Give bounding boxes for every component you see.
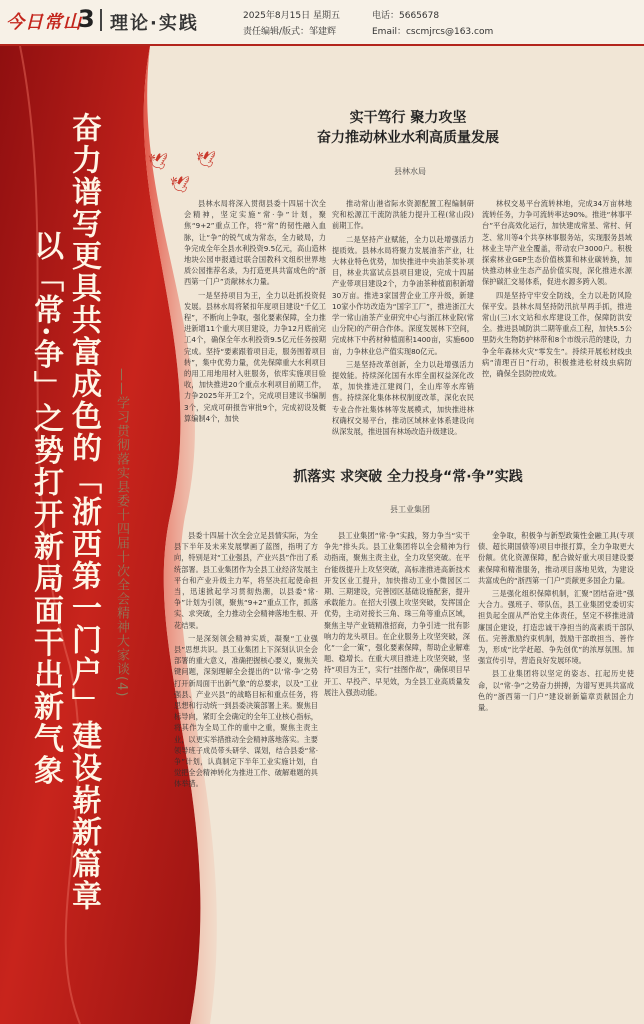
- paragraph: 县工业集团“常·争”实践，努力争当“实干争先”排头兵。县工业集团将以全会精神为行动指南，聚焦主责主业，全力攻坚突破。在平台能级提升上攻坚突破，高标准推进高新技术开发区业工提升，加快推动工业小微园区二期、三期建设，完善园区基础设施配套，提升承载能力。在招大引强上攻坚突破，发挥国企优势，主动对接长三角、珠三角等重点区域，聚焦主导产业链精准招商，力争引进一批有影响力的龙头项目。在企业服务上攻坚突破，深化“一企一策”，强化要素保障，帮助企业解难题、稳增长。在重大项目推进上攻坚突破，坚持“项目为王”，实行“挂图作战”，确保项目早开工、早投产、早见效，为全县工业高质量发展注入强劲动能。: [324, 531, 470, 697]
- article1-column-1: [184, 198, 326, 444]
- paragraph: 三是强化组织保障机制，汇聚“团结奋进”强大合力。强班子、带队伍，县工业集团党委切实担负起全面从严治党主体责任，坚定不移推进清廉国企建设，打造忠诚干净担当的高素质干部队伍。完善激励约束机制，鼓励干部敢担当、善作为，形成“比学赶超、争先创优”的浓厚氛围。加强宣传引导，营造良好发展环境。: [478, 589, 634, 666]
- masthead-divider: [100, 9, 102, 31]
- feature-subtitle: ——学习贯彻落实县委十四届十次全会精神大家谈(4): [114, 368, 129, 698]
- feature-headline-line2: 以「常·争」之势打开新局面干出新气象: [28, 230, 63, 787]
- contact-phone: 电话：5665678: [372, 11, 440, 21]
- paragraph: 县林水局将深入贯彻县委十四届十次全会精神，坚定实施“常·争”计划，聚焦“9+2”重点工作，将“常”的韧性融入血脉，让“争”的锐气成为常态，全力破局，力争完成全年全县水利投资9.5亿元，高山造林地块公园申报通过联合国教科文组织世界地质公园推荐名录，为打造更具共富成色的“浙西第一门户”贡献林水力量。: [184, 199, 326, 287]
- article2-column-1: [174, 530, 318, 1006]
- article1-title-line2: 奋力推动林业水利高质量发展: [317, 130, 499, 146]
- article1-title-line1: 实干笃行 聚力攻坚: [349, 110, 467, 126]
- paragraph: 县工业集团将以坚定的姿态、扛起历史使命，以“常·争”之势奋力拼搏，为谱写更具共富成色的“浙西第一门户”建设崭新篇章贡献国企力量。: [478, 669, 634, 713]
- article2-column-2: [324, 530, 470, 1006]
- feature-headline-line1: 奋力谱写更具共富成色的「浙西第一门户」建设崭新篇章: [66, 112, 101, 912]
- masthead: [0, 0, 644, 46]
- bird-icon: 🕊: [148, 152, 169, 171]
- article1-title: [240, 108, 576, 148]
- paragraph: 二是坚持产业赋能，全力以赴增强活力提质效。县林水局将聚力发展油茶产业，壮大林业特色优势，加快推进中央油茶奖补项目，林业共富试点县项目建设，完成十四届产业带项目建设2个，力争油茶种植面积新增30万亩。推进3家国营企业工序升级，新建10家小作坊改造为“国字工厂”，推进浙江大学一常山油茶产业研究中心与浙江林业院(常山分院)的产研合作体。深度发展林下空间，完成林下中药材种植面积1400亩，实施600亩，力争林业总产值实现80亿元。: [332, 234, 474, 356]
- paragraph: 三是坚持改革创新，全力以赴增强活力提效能。持续深化国有水库全面权益深化改革，加快推进江建阀门，全山库等水库销售。持续深化集体林权制度改革，深化农民专业合作社集体林等发展模式，加快推进林权确权交易平台，推动区域林业体系建设向纵深发展，推进国有林场改造升级建设。: [332, 359, 474, 437]
- article2-column-3: [478, 530, 634, 1006]
- issue-date: 2025年8月15日 星期五: [243, 11, 340, 21]
- paragraph: 四是坚持守牢安全防线，全力以赴防风险保平安。县林水局坚持防汛抗旱两手抓，推进常山(三)水文站和水库建设工作，保障防洪安全。推进县城防洪二期等重点工程，加快5.5公里防火生物防护林带和8个市级示范的建设，力争全年森林火灾“零发生”。持续开展松材线虫病“清理百日”行动，积极推进松材线虫病防控，确保全县防控成效。: [482, 290, 632, 379]
- paragraph: 县委十四届十次全会立足县情实际，为全县下半年及未来发展擘画了蓝图，指明了方向，特别是对“工业强县，产业兴县”作出了系统部署。县工业集团作为全县工业经济发展主平台和产业升级主力军，将坚决扛起使命担当，迅速掀起学习贯彻热潮，以县委“常·争”计划为引领，聚焦“9+2”重点工作，抓落实、求突破，全力推动全会精神落地生根、开花结果。: [174, 531, 318, 630]
- article2-title: 抓落实 求突破 全力投身“常·争”实践: [293, 469, 523, 485]
- paragraph: 金争取，积极争与新型政策性金融工具(专项债、超长期国债等)项目申报打算，全力争取更大份额。优化资源保障，配合做好重大项目建设要素保障和精准服务，推动项目落地见效，为建设共富成色的“浙西第一门户”贡献更多国企力量。: [478, 531, 634, 585]
- paragraph: 推动常山港省际水资源配置工程编制研究和松源江干流防洪能力提升工程(常山段)前期工作。: [332, 199, 474, 231]
- article1-byline: 县林水局: [394, 167, 426, 176]
- bird-icon: 🕊: [196, 150, 217, 169]
- paragraph: 林权交易平台流转林地，完成34万亩林地流转任务，力争可流转率达90%。推进“林事平台”平台高效化运行，加快建成常星、常村、何芝、常川等4个共享林事服务站，实现服务县域林业主导产业全覆盖，带动农户3000户。积极探索林业GEP生态价值核算和林业碳转换，加快推动林业生态产品价值实现，深化推进水源保护碳汇交易体系，促进水源多跨入领。: [482, 199, 632, 287]
- contact-email: Email：cscmjrcs@163.com: [372, 27, 494, 37]
- editor-credit: 责任编辑/版式：邹建辉: [243, 27, 337, 37]
- paragraph: 一是坚持项目为王，全力以赴抓投资促发展。县林水局将紧扣年度项目建设“千亿工程”，不断向上争取，强化要素保障，全力推进新增11个重大项目建设，力争12月底前完工4个，确保全年水利投资9.5亿元任务按期完成。坚持“要素跟着项目走，服务围着项目转”，集中优势力量，优先保障重大水利项目的用工用地用材入驻服务，依库实施项目验收，加快推进20个重点水利项目前期工作，力争2025年开工2个，完成项目建议书编制3个，完成可研报告审批9个，完成初设及概算编制4个，加快: [184, 290, 326, 423]
- newspaper-logo: 今日常山: [6, 12, 82, 33]
- section-title: 理论·实践: [110, 13, 199, 34]
- article1-column-3: [482, 198, 632, 444]
- article1-column-2: [332, 198, 474, 444]
- page-number: 3: [78, 5, 95, 33]
- bird-icon: 🕊: [170, 175, 191, 194]
- article2-byline: 县工业集团: [390, 505, 430, 514]
- paragraph: 一是深刻领会精神实质，凝聚“工业强县”思想共识。县工业集团上下深刻认识全会部署的重大意义，准确把握核心要义，聚焦关键问题，深刻理解全会提出的“以‘常·争’之势打开新局面干出新气象”的总要求，以及“工业强县、产业兴县”的战略目标和重点任务，将思想和行动统一到县委决策部署上来。聚焦目标导向，紧盯全会确定的全年工业核心指标，将其作为全局工作的重中之重，聚焦主责主业，以更实举措推动全会精神落地落实。主要领导班子成员带头研学、谋划，结合县委“常·争”计划，认真制定下半年工业实施计划，自觉把全会精神转化为推进工作、破解难题的具体举措。: [174, 633, 318, 789]
